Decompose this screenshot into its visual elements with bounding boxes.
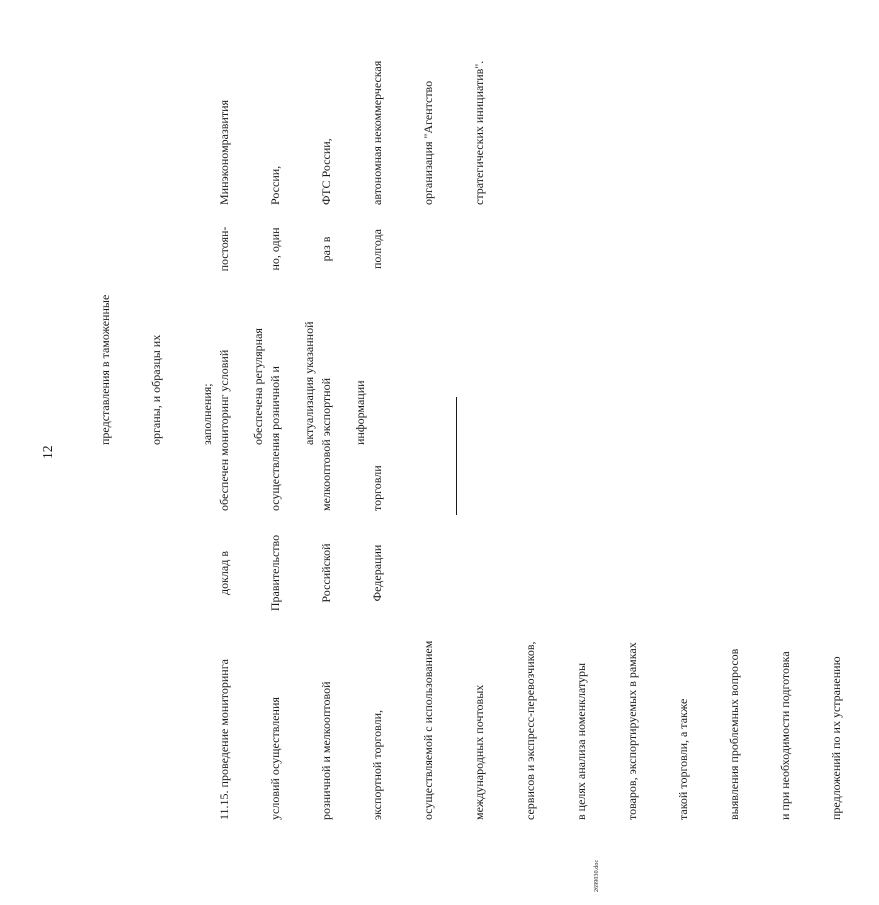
document-type-cell: [182, 521, 420, 625]
text-line: Правительство: [268, 534, 282, 612]
result-11-15-cell: [182, 350, 420, 511]
text-line: актуализация указанной: [302, 321, 316, 445]
text-line: постоян-: [217, 226, 231, 272]
text-line: условий осуществления: [268, 697, 282, 820]
text-line: заполнения;: [200, 383, 214, 445]
text-line: международных почтовых: [472, 684, 486, 820]
text-line: Российской: [319, 543, 333, 603]
text-line: 11.15. проведение мониторинга: [217, 659, 231, 820]
text-line: экспортной торговли,: [370, 710, 384, 820]
text-line: стратегических инициатив".: [472, 60, 486, 205]
text-line: сервисов и экспресс-перевозчиков,: [523, 641, 537, 820]
text-line: Минэкономразвития: [217, 99, 231, 205]
continued-period-cell: [182, 213, 420, 285]
text-line: товаров, экспортируемых в рамках: [625, 642, 639, 820]
text-line: в целях анализа номенклатуры: [574, 662, 588, 820]
measure-11-15-cell: [182, 641, 879, 820]
end-divider-line: [456, 397, 457, 515]
text-line: осуществляемой с использованием: [421, 640, 435, 820]
text-line: органы, и образцы их: [149, 334, 163, 445]
footer-filename: 2699030.doc: [594, 859, 600, 892]
text-line: ФТС России,: [319, 138, 333, 205]
text-line: предложений по их устранению: [829, 656, 843, 820]
text-line: обеспечен мониторинг условий: [217, 349, 231, 511]
text-line: такой торговли, а также: [676, 698, 690, 820]
text-line: мелкооптовой экспортной: [319, 377, 333, 511]
text-line: и при необходимости подготовка: [778, 651, 792, 820]
text-line: представления в таможенные: [98, 294, 112, 445]
text-line: раз в: [319, 236, 333, 262]
text-line: доклад в: [217, 550, 231, 596]
page-number: 12: [40, 445, 55, 459]
text-line: России,: [268, 165, 282, 205]
text-line: автономная некоммерческая: [370, 60, 384, 205]
text-line: полгода: [370, 229, 384, 269]
text-line: выявления проблемных вопросов: [727, 648, 741, 820]
continued-executors-cell: [182, 61, 522, 205]
text-line: информации: [353, 380, 367, 445]
text-line: осуществления розничной и: [268, 366, 282, 511]
text-line: но, один: [268, 227, 282, 271]
text-line: Федерации: [370, 544, 384, 602]
text-line: розничной и мелкооптовой: [319, 681, 333, 820]
text-line: обеспечена регулярная: [251, 328, 265, 445]
text-line: организация "Агентство: [421, 80, 435, 205]
text-line: торговли: [370, 465, 384, 511]
